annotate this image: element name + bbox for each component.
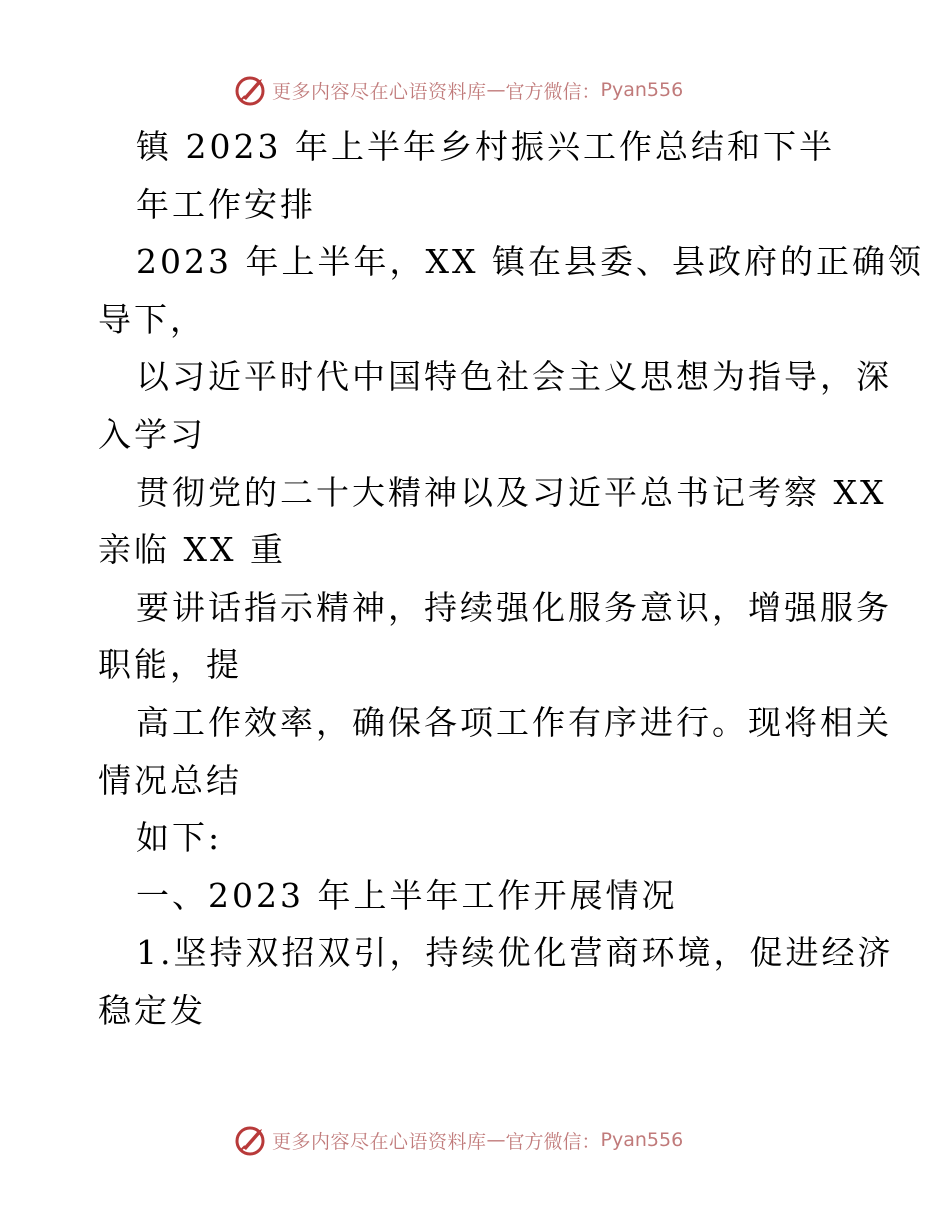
watermark-separator: — [486,79,506,101]
paragraph-line: 稳定发 [98,990,206,1030]
watermark-text: 更多内容尽在心语资料库 [272,80,487,103]
paragraph-line: 高工作效率，确保各项工作有序进行。现将相关 [136,702,892,742]
watermark-label: 官方微信： [505,80,601,103]
section-heading: 一、2023 年上半年工作开展情况 [136,875,678,915]
watermark-label: 官方微信： [505,1130,601,1153]
subsection-heading: 1.坚持双招双引，持续优化营商环境，促进经济 [136,933,894,973]
watermark-id: Pyan556 [600,79,684,101]
document-body [98,118,924,1040]
quill-logo-icon [234,73,268,107]
header-watermark [234,72,683,108]
paragraph-line: 入学习 [98,414,206,454]
watermark-id: Pyan556 [600,1129,684,1151]
title-line-2: 年工作安排 [136,184,316,224]
quill-logo-icon [234,1123,268,1157]
paragraph-line: 职能，提 [98,645,242,685]
paragraph-line: 导下， [98,299,206,339]
paragraph-line: 2023 年上半年，XX 镇在县委、县政府的正确领 [136,242,924,282]
footer-watermark [234,1122,683,1158]
paragraph-line: 要讲话指示精神，持续强化服务意识，增强服务 [136,587,892,627]
paragraph-line: 情况总结 [98,760,242,800]
paragraph-line: 亲临 XX 重 [98,530,286,570]
watermark-text: 更多内容尽在心语资料库 [272,1130,487,1153]
title-line-1: 镇 2023 年上半年乡村振兴工作总结和下半 [136,127,835,166]
paragraph-line: 如下: [136,818,223,858]
paragraph-line: 以习近平时代中国特色社会主义思想为指导，深 [136,357,892,397]
watermark-separator: — [486,1129,506,1151]
paragraph-line: 贯彻党的二十大精神以及习近平总书记考察 XX [136,472,887,512]
